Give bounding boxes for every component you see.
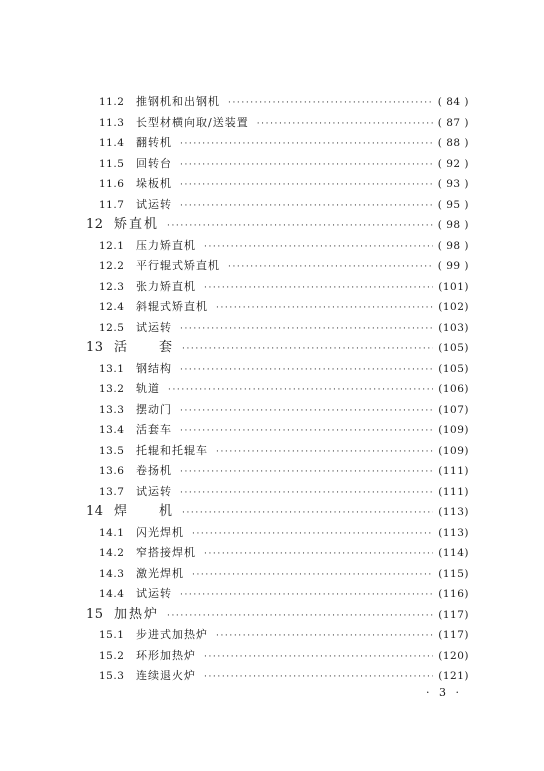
toc-entry-title: 托辊和托辊车 bbox=[136, 443, 208, 457]
toc-dot-leader bbox=[180, 461, 433, 481]
toc-dot-leader bbox=[180, 174, 433, 194]
toc-entry-title: 试运转 bbox=[136, 484, 172, 498]
toc-section-entry bbox=[99, 318, 469, 338]
toc-section-entry bbox=[99, 543, 469, 563]
toc-entry-number: 14.2 bbox=[99, 547, 125, 559]
toc-entry-number: 12.2 bbox=[99, 260, 125, 272]
toc-section-entry bbox=[99, 297, 469, 317]
page-number: · 3 · bbox=[426, 686, 462, 699]
toc-page-reference: (101) bbox=[438, 280, 469, 293]
toc-entry-number: 13.1 bbox=[99, 362, 125, 375]
toc-entry-title: 长型材横向取/送装置 bbox=[136, 115, 249, 129]
toc-entry-number: 14.1 bbox=[99, 526, 125, 539]
toc-entry-number: 13.2 bbox=[99, 383, 125, 395]
toc-entry-number: 14.3 bbox=[99, 567, 125, 580]
toc-entry-number: 12.5 bbox=[99, 321, 125, 334]
toc-page-reference: (121) bbox=[438, 670, 469, 682]
toc-entry-number: 12.1 bbox=[99, 239, 125, 252]
toc-entry-title: 回转台 bbox=[136, 156, 172, 170]
toc-dot-leader bbox=[180, 318, 433, 338]
toc-entry-title: 平行辊式矫直机 bbox=[136, 259, 220, 272]
toc-page-reference: (109) bbox=[438, 444, 469, 457]
toc-page-reference: ( 92 ) bbox=[437, 157, 469, 170]
toc-section-entry bbox=[99, 195, 469, 215]
toc-entry-title: 激光焊机 bbox=[136, 566, 184, 580]
toc-entry-title: 摆动门 bbox=[136, 402, 172, 416]
toc-page-reference: (115) bbox=[438, 567, 469, 580]
toc-page-reference: (106) bbox=[438, 383, 469, 395]
toc-page-reference: ( 87 ) bbox=[437, 116, 469, 129]
toc-dot-leader bbox=[180, 133, 433, 153]
toc-page-reference: (113) bbox=[438, 526, 469, 539]
toc-entry-number: 14 bbox=[86, 504, 104, 519]
toc-section-entry bbox=[99, 523, 469, 543]
toc-dot-leader bbox=[204, 543, 433, 563]
toc-dot-leader bbox=[180, 482, 433, 502]
toc-page-reference: (111) bbox=[438, 485, 469, 498]
toc-page-reference: (102) bbox=[438, 301, 469, 313]
toc-page-reference: ( 95 ) bbox=[437, 198, 469, 211]
toc-dot-leader bbox=[180, 195, 433, 215]
toc-entry-title: 钢结构 bbox=[136, 361, 172, 375]
toc-page-reference: ( 84 ) bbox=[437, 96, 469, 108]
toc-section-entry bbox=[99, 482, 469, 502]
toc-dot-leader bbox=[216, 297, 433, 317]
toc-dot-leader bbox=[204, 277, 433, 297]
toc-dot-leader bbox=[204, 236, 433, 256]
toc-entry-title: 活套车 bbox=[136, 423, 172, 436]
toc-entry-number: 13.4 bbox=[99, 424, 125, 436]
toc-page-reference: (116) bbox=[438, 588, 469, 600]
toc-entry-number: 12 bbox=[86, 217, 104, 232]
toc-chapter-entry bbox=[86, 215, 469, 235]
toc-entry-number: 13.6 bbox=[99, 465, 125, 477]
toc-dot-leader bbox=[204, 666, 433, 686]
toc-entry-title: 垛板机 bbox=[136, 177, 172, 190]
toc-page-reference: (107) bbox=[438, 403, 469, 416]
toc-section-entry bbox=[99, 113, 469, 133]
toc-entry-title: 推钢机和出钢机 bbox=[136, 95, 220, 108]
toc-entry-title: 试运转 bbox=[136, 320, 172, 334]
toc-section-entry bbox=[99, 625, 469, 645]
toc-entry-title: 斜辊式矫直机 bbox=[136, 300, 208, 313]
toc-chapter-entry bbox=[86, 338, 469, 358]
toc-entry-number: 11.2 bbox=[99, 96, 125, 108]
toc-entry-title: 翻转机 bbox=[136, 136, 172, 149]
toc-section-entry bbox=[99, 666, 469, 686]
toc-page-reference: (111) bbox=[438, 465, 469, 477]
toc-section-entry bbox=[99, 277, 469, 297]
toc-dot-leader bbox=[167, 215, 433, 235]
toc-entry-title: 加热炉 bbox=[114, 606, 160, 622]
toc-entry-title: 试运转 bbox=[136, 587, 172, 600]
toc-page-reference: ( 98 ) bbox=[437, 219, 469, 231]
toc-entry-number: 13 bbox=[86, 340, 104, 355]
toc-section-entry bbox=[99, 400, 469, 420]
toc-entry-title: 焊 机 bbox=[114, 504, 175, 519]
toc-entry-number: 13.7 bbox=[99, 485, 125, 498]
toc-entry-number: 12.3 bbox=[99, 280, 125, 293]
toc-page-reference: (117) bbox=[438, 629, 469, 641]
toc-entry-number: 12.4 bbox=[99, 301, 125, 313]
toc-entry-title: 环形加热炉 bbox=[136, 648, 196, 662]
toc-entry-number: 11.7 bbox=[99, 198, 125, 211]
toc-section-entry bbox=[99, 441, 469, 461]
toc-entry-title: 试运转 bbox=[136, 197, 172, 211]
toc-entry-title: 窄搭接焊机 bbox=[136, 546, 196, 559]
toc-page-reference: (117) bbox=[438, 608, 469, 621]
toc-page-reference: ( 93 ) bbox=[437, 178, 469, 190]
toc-section-entry bbox=[99, 646, 469, 666]
toc-page-reference: ( 88 ) bbox=[437, 137, 469, 149]
toc-page-reference: (120) bbox=[438, 649, 469, 662]
toc-entry-title: 轨道 bbox=[136, 382, 160, 395]
toc-dot-leader bbox=[192, 564, 433, 584]
toc-section-entry bbox=[99, 236, 469, 256]
toc-entry-title: 闪光焊机 bbox=[136, 525, 184, 539]
toc-page-reference: ( 99 ) bbox=[437, 260, 469, 272]
toc-dot-leader bbox=[228, 256, 433, 276]
toc-section-entry bbox=[99, 420, 469, 440]
toc-dot-leader bbox=[180, 420, 433, 440]
toc-chapter-entry bbox=[86, 502, 469, 522]
toc-dot-leader bbox=[228, 92, 433, 112]
toc-entry-number: 15.2 bbox=[99, 649, 125, 662]
toc-section-entry bbox=[99, 92, 469, 112]
toc-section-entry bbox=[99, 154, 469, 174]
toc-section-entry bbox=[99, 584, 469, 604]
toc-dot-leader bbox=[180, 154, 433, 174]
toc-dot-leader bbox=[182, 502, 433, 522]
toc-page-reference: (105) bbox=[438, 342, 469, 354]
toc-dot-leader bbox=[192, 523, 433, 543]
toc-entry-number: 14.4 bbox=[99, 588, 125, 600]
toc-dot-leader bbox=[216, 625, 433, 645]
toc-entry-title: 张力矫直机 bbox=[136, 279, 196, 293]
toc-page-reference: (113) bbox=[438, 506, 469, 518]
toc-entry-number: 15.1 bbox=[99, 629, 125, 641]
toc-chapter-entry bbox=[86, 605, 469, 625]
toc-entry-title: 压力矫直机 bbox=[136, 238, 196, 252]
toc-entry-title: 连续退火炉 bbox=[136, 669, 196, 682]
toc-page-reference: ( 98 ) bbox=[437, 239, 469, 252]
toc-dot-leader bbox=[180, 400, 433, 420]
toc-entry-title: 卷扬机 bbox=[136, 464, 172, 477]
toc-section-entry bbox=[99, 256, 469, 276]
toc-dot-leader bbox=[182, 338, 433, 358]
toc-entry-title: 矫直机 bbox=[114, 217, 160, 232]
toc-section-entry bbox=[99, 174, 469, 194]
toc-section-entry bbox=[99, 379, 469, 399]
toc-entry-number: 11.5 bbox=[99, 157, 125, 170]
toc-entry-number: 13.5 bbox=[99, 444, 125, 457]
toc-entry-title: 步进式加热炉 bbox=[136, 628, 208, 641]
toc-section-entry bbox=[99, 461, 469, 481]
toc-dot-leader bbox=[180, 359, 433, 379]
toc-entry-number: 11.4 bbox=[99, 137, 125, 149]
toc-dot-leader bbox=[257, 113, 433, 133]
toc-entry-number: 11.6 bbox=[99, 178, 125, 190]
toc-entry-number: 13.3 bbox=[99, 403, 125, 416]
toc-dot-leader bbox=[167, 605, 433, 625]
toc-page-reference: (103) bbox=[438, 321, 469, 334]
toc-entry-number: 15.3 bbox=[99, 670, 125, 682]
toc-section-entry bbox=[99, 564, 469, 584]
toc-section-entry bbox=[99, 359, 469, 379]
toc-page-reference: (114) bbox=[438, 547, 469, 559]
toc-entry-number: 15 bbox=[86, 606, 104, 622]
toc-entry-title: 活 套 bbox=[114, 340, 175, 355]
toc-dot-leader bbox=[168, 379, 433, 399]
toc-entry-number: 11.3 bbox=[99, 116, 125, 129]
toc-section-entry bbox=[99, 133, 469, 153]
toc-dot-leader bbox=[216, 441, 433, 461]
toc-dot-leader bbox=[204, 646, 433, 666]
toc-page-reference: (105) bbox=[438, 362, 469, 375]
toc-page-reference: (109) bbox=[438, 424, 469, 436]
toc-dot-leader bbox=[180, 584, 433, 604]
